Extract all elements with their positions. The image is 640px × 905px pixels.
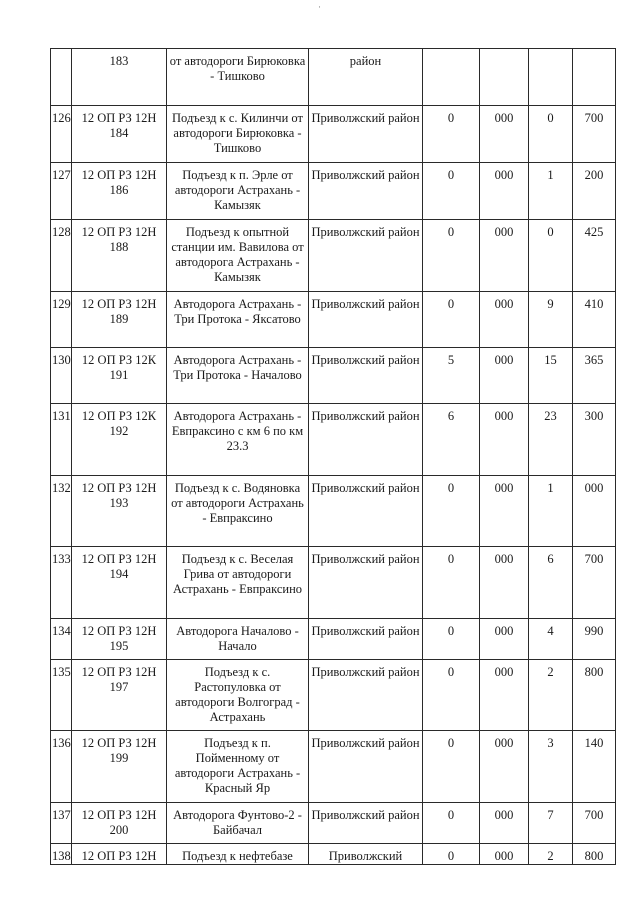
start-m-cell: 000 xyxy=(480,163,529,220)
row-number-cell: 138 xyxy=(51,844,72,865)
table-row xyxy=(51,163,616,220)
road-code-cell: 12 ОП РЗ 12Н 188 xyxy=(72,220,167,292)
row-number-cell: 130 xyxy=(51,348,72,404)
road-name-cell: Автодорога Астрахань - Три Протока - Началово xyxy=(167,348,309,404)
road-name-cell: Подъезд к с. Растопуловка от автодороги Волгоград - Астрахань xyxy=(167,660,309,731)
road-code-cell: 12 ОП РЗ 12Н 184 xyxy=(72,106,167,163)
start-km-cell: 0 xyxy=(423,106,480,163)
district-cell: Приволжский район xyxy=(309,348,423,404)
road-name-cell: Подъезд к опытной станции им. Вавилова от автодорога Астрахань - Камызяк xyxy=(167,220,309,292)
start-km-cell: 0 xyxy=(423,292,480,348)
start-m-cell: 000 xyxy=(480,348,529,404)
length-km-cell: 2 xyxy=(529,660,573,731)
roads-table xyxy=(50,48,616,865)
start-m-cell: 000 xyxy=(480,803,529,844)
start-m-cell: 000 xyxy=(480,619,529,660)
length-km-cell: 4 xyxy=(529,619,573,660)
district-cell: Приволжский район xyxy=(309,106,423,163)
length-m-cell: 700 xyxy=(573,547,616,619)
road-name-cell: Подъезд к п. Эрле от автодороги Астрахань - Камызяк xyxy=(167,163,309,220)
district-cell: Приволжский район xyxy=(309,292,423,348)
road-name-cell: Подъезд к п. Пойменному от автодороги Астрахань - Красный Яр xyxy=(167,731,309,803)
table-row xyxy=(51,731,616,803)
road-code-cell: 12 ОП РЗ 12Н 200 xyxy=(72,803,167,844)
length-m-cell: 140 xyxy=(573,731,616,803)
table-row xyxy=(51,844,616,865)
table-row xyxy=(51,220,616,292)
row-number-cell: 134 xyxy=(51,619,72,660)
length-km-cell: 0 xyxy=(529,106,573,163)
length-m-cell: 000 xyxy=(573,476,616,547)
start-km-cell: 0 xyxy=(423,163,480,220)
table-row xyxy=(51,476,616,547)
length-km-cell: 3 xyxy=(529,731,573,803)
road-code-cell: 12 ОП РЗ 12Н 189 xyxy=(72,292,167,348)
row-number-cell: 137 xyxy=(51,803,72,844)
road-code-cell: 183 xyxy=(72,49,167,106)
start-m-cell: 000 xyxy=(480,547,529,619)
road-name-cell: Автодорога Началово - Начало xyxy=(167,619,309,660)
start-km-cell: 0 xyxy=(423,844,480,865)
road-code-cell: 12 ОП РЗ 12Н 195 xyxy=(72,619,167,660)
table-row xyxy=(51,348,616,404)
start-m-cell: 000 xyxy=(480,404,529,476)
length-km-cell: 15 xyxy=(529,348,573,404)
start-km-cell: 0 xyxy=(423,547,480,619)
table-row xyxy=(51,660,616,731)
road-name-cell: Подъезд к с. Веселая Грива от автодороги Астрахань - Евпраксино xyxy=(167,547,309,619)
table-row xyxy=(51,49,616,106)
start-m-cell: 000 xyxy=(480,844,529,865)
length-km-cell: 0 xyxy=(529,220,573,292)
table-row xyxy=(51,106,616,163)
road-name-cell: от автодороги Бирюковка - Тишково xyxy=(167,49,309,106)
length-m-cell: 700 xyxy=(573,803,616,844)
row-number-cell: 128 xyxy=(51,220,72,292)
length-km-cell: 2 xyxy=(529,844,573,865)
start-m-cell: 000 xyxy=(480,106,529,163)
district-cell: Приволжский район xyxy=(309,220,423,292)
start-m-cell: 000 xyxy=(480,220,529,292)
row-number-cell: 126 xyxy=(51,106,72,163)
start-km-cell: 0 xyxy=(423,220,480,292)
start-m-cell: 000 xyxy=(480,292,529,348)
road-code-cell: 12 ОП РЗ 12Н 193 xyxy=(72,476,167,547)
length-m-cell: 365 xyxy=(573,348,616,404)
start-m-cell: 000 xyxy=(480,660,529,731)
table-row xyxy=(51,404,616,476)
start-m-cell xyxy=(480,49,529,106)
road-name-cell: Подъезд к нефтебазе xyxy=(167,844,309,865)
district-cell: Приволжский xyxy=(309,844,423,865)
district-cell: район xyxy=(309,49,423,106)
road-name-cell: Автодорога Астрахань - Три Протока - Яксатово xyxy=(167,292,309,348)
table-row xyxy=(51,547,616,619)
row-number-cell: 129 xyxy=(51,292,72,348)
length-m-cell: 700 xyxy=(573,106,616,163)
district-cell: Приволжский район xyxy=(309,163,423,220)
length-m-cell: 800 xyxy=(573,844,616,865)
start-km-cell: 0 xyxy=(423,660,480,731)
road-code-cell: 12 ОП РЗ 12Н xyxy=(72,844,167,865)
length-km-cell xyxy=(529,49,573,106)
table-row xyxy=(51,803,616,844)
row-number-cell: 135 xyxy=(51,660,72,731)
length-m-cell: 200 xyxy=(573,163,616,220)
length-km-cell: 1 xyxy=(529,476,573,547)
start-km-cell: 0 xyxy=(423,619,480,660)
district-cell: Приволжский район xyxy=(309,803,423,844)
district-cell: Приволжский район xyxy=(309,731,423,803)
length-km-cell: 9 xyxy=(529,292,573,348)
page-mark: · xyxy=(318,2,321,12)
start-m-cell: 000 xyxy=(480,476,529,547)
start-km-cell: 5 xyxy=(423,348,480,404)
length-km-cell: 6 xyxy=(529,547,573,619)
row-number-cell: 131 xyxy=(51,404,72,476)
district-cell: Приволжский район xyxy=(309,476,423,547)
start-km-cell: 0 xyxy=(423,803,480,844)
start-km-cell: 0 xyxy=(423,476,480,547)
road-name-cell: Подъезд к с. Водяновка от автодороги Астрахань - Евпраксино xyxy=(167,476,309,547)
table-row xyxy=(51,619,616,660)
road-code-cell: 12 ОП РЗ 12Н 197 xyxy=(72,660,167,731)
row-number-cell: 136 xyxy=(51,731,72,803)
road-code-cell: 12 ОП РЗ 12Н 199 xyxy=(72,731,167,803)
length-km-cell: 23 xyxy=(529,404,573,476)
district-cell: Приволжский район xyxy=(309,660,423,731)
district-cell: Приволжский район xyxy=(309,619,423,660)
length-m-cell: 990 xyxy=(573,619,616,660)
table-body xyxy=(51,49,616,865)
table-row xyxy=(51,292,616,348)
row-number-cell: 132 xyxy=(51,476,72,547)
length-km-cell: 1 xyxy=(529,163,573,220)
length-m-cell: 300 xyxy=(573,404,616,476)
length-m-cell xyxy=(573,49,616,106)
length-m-cell: 425 xyxy=(573,220,616,292)
district-cell: Приволжский район xyxy=(309,547,423,619)
road-code-cell: 12 ОП РЗ 12К 192 xyxy=(72,404,167,476)
road-name-cell: Автодорога Фунтово-2 - Байбачал xyxy=(167,803,309,844)
road-name-cell: Подъезд к с. Килинчи от автодороги Бирюковка - Тишково xyxy=(167,106,309,163)
row-number-cell: 127 xyxy=(51,163,72,220)
start-m-cell: 000 xyxy=(480,731,529,803)
start-km-cell xyxy=(423,49,480,106)
row-number-cell: 133 xyxy=(51,547,72,619)
district-cell: Приволжский район xyxy=(309,404,423,476)
road-code-cell: 12 ОП РЗ 12К 191 xyxy=(72,348,167,404)
road-code-cell: 12 ОП РЗ 12Н 186 xyxy=(72,163,167,220)
row-number-cell xyxy=(51,49,72,106)
road-code-cell: 12 ОП РЗ 12Н 194 xyxy=(72,547,167,619)
length-km-cell: 7 xyxy=(529,803,573,844)
road-name-cell: Автодорога Астрахань - Евпраксино с км 6 по км 23.3 xyxy=(167,404,309,476)
start-km-cell: 6 xyxy=(423,404,480,476)
length-m-cell: 800 xyxy=(573,660,616,731)
length-m-cell: 410 xyxy=(573,292,616,348)
start-km-cell: 0 xyxy=(423,731,480,803)
